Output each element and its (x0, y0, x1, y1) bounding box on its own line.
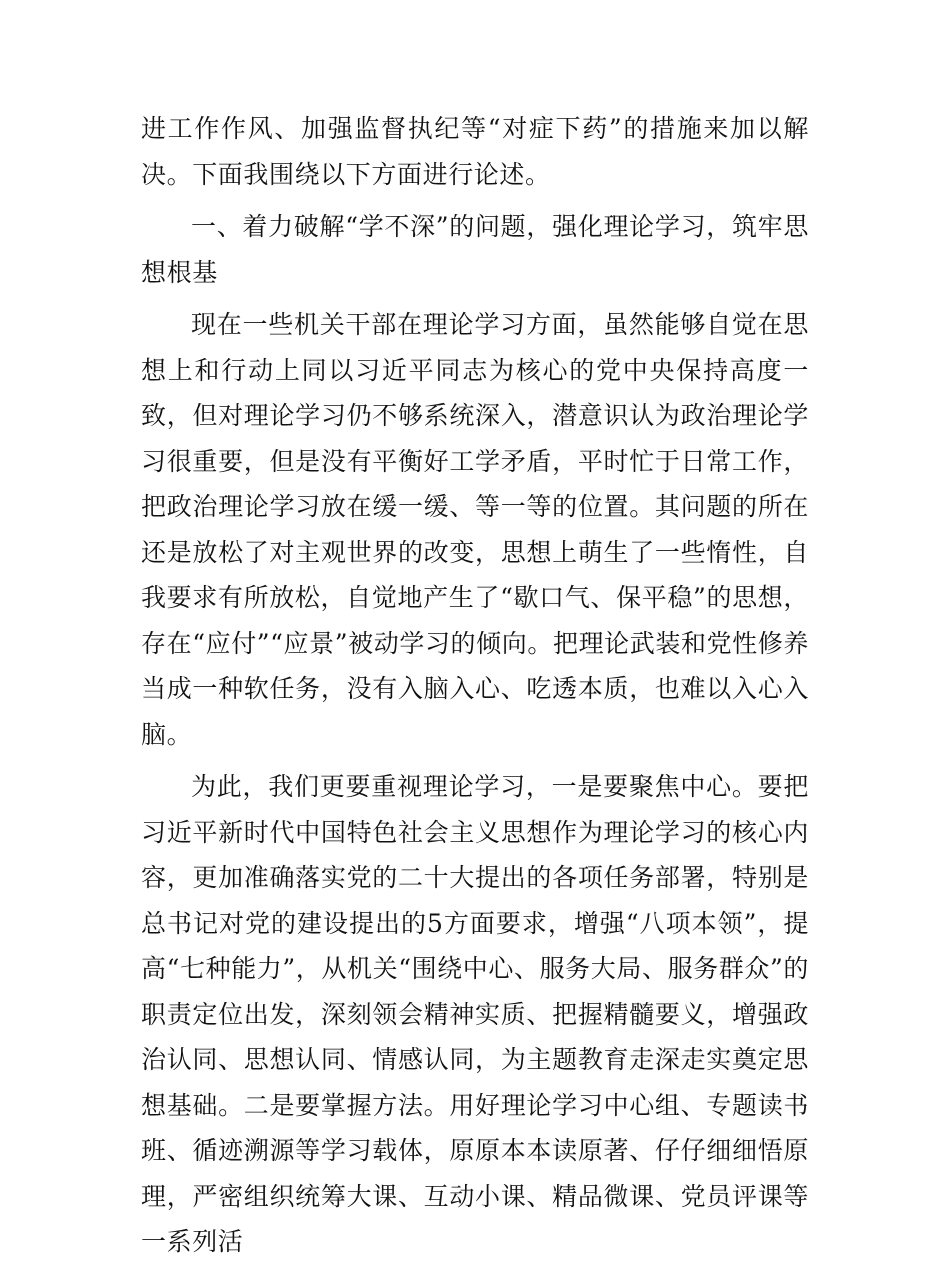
section-heading: 一、着力破解“学不深”的问题，强化理论学习，筑牢思想根基 (141, 212, 809, 287)
document-body (141, 106, 809, 1272)
paragraph-continuation: 进工作作风、加强监督执纪等“对症下药”的措施来加以解决。下面我围绕以下方面进行论述。 (141, 114, 809, 189)
paragraph-body: 为此，我们更要重视理论学习，一是要聚焦中心。要把习近平新时代中国特色社会主义思想作为理论学习的核心内容，更加准确落实党的二十大提出的各项任务部署，特别是总书记对党的建设提出的5方面要求，增强“八项本领”，提高“七种能力”，从机关“围绕中心、服务大局、服务群众”的职责定位出发，深刻领会精神实质、把握精髓要义，增强政治认同、思想认同、情感认同，为主题教育走深走实奠定思想基础。二是要掌握方法。用好理论学习中心组、专题读书班、循迹溯源等学习载体，原原本本读原著、仔仔细细悟原理，严密组织统筹大课、互动小课、精品微课、党员评课等一系列活 (141, 772, 809, 1256)
paragraph-body: 现在一些机关干部在理论学习方面，虽然能够自觉在思想上和行动上同以习近平同志为核心的党中央保持高度一致，但对理论学习仍不够系统深入，潜意识认为政治理论学习很重要，但是没有平衡好工学矛盾，平时忙于日常工作，把政治理论学习放在缓一缓、等一等的位置。其问题的所在还是放松了对主观世界的改变，思想上萌生了一些惰性，自我要求有所放松，自觉地产生了“歇口气、保平稳”的思想，存在“应付”“应景”被动学习的倾向。把理论武装和党性修养当成一种软任务，没有入脑入心、吃透本质，也难以入心入脑。 (141, 310, 809, 749)
